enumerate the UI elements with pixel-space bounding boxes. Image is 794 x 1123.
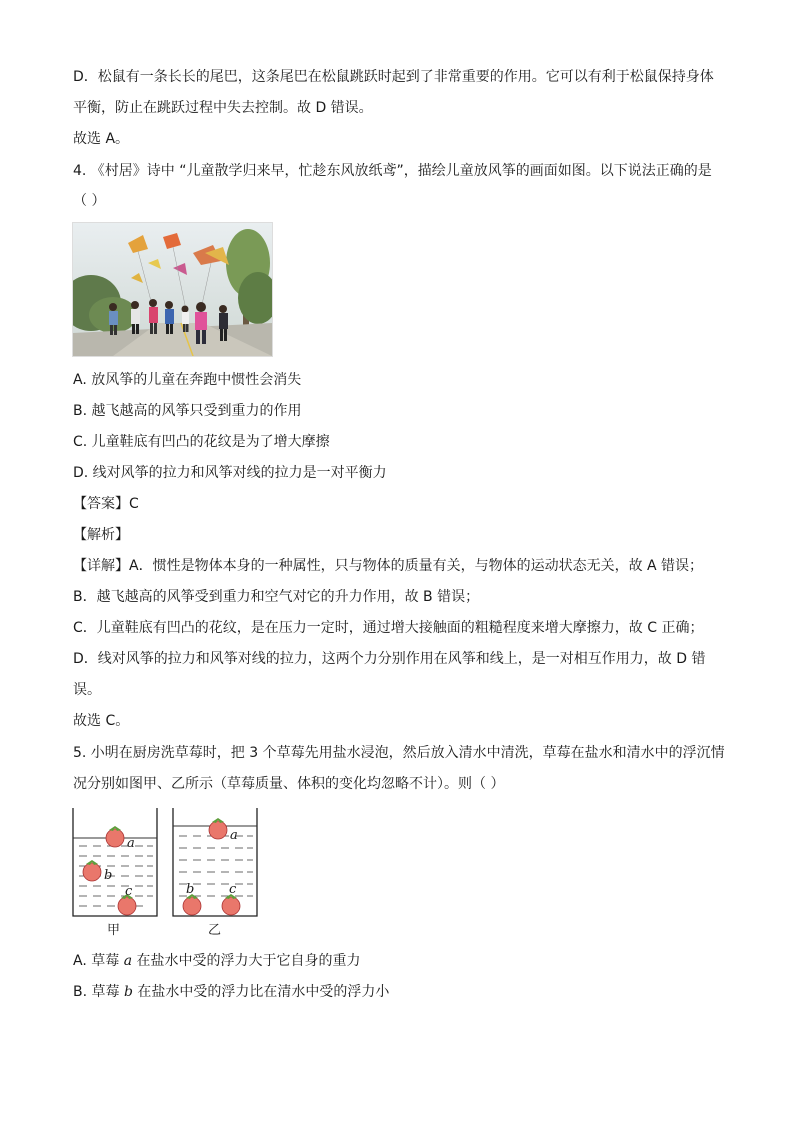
caption-yi: 乙 — [208, 923, 222, 938]
q5-option-a-prefix: A. 草莓 — [73, 953, 124, 969]
question-5-stem: 况分别如图甲、乙所示（草莓质量、体积的变化均忽略不计）。则（ ） — [73, 776, 505, 792]
strawberry-c-right — [222, 894, 240, 915]
q5-option-b-text: 在盐水中受的浮力比在清水中受的浮力小 — [132, 984, 390, 1000]
label-c-left: c — [125, 884, 133, 899]
detail-line: 【详解】A．惯性是物体本身的一种属性，只与物体的质量有关，与物体的运动状态无关，故 A 错误； — [73, 558, 704, 574]
detail-line: 误。 — [73, 682, 101, 698]
beaker-jia — [73, 808, 157, 916]
q5-option-b-prefix: B. 草莓 — [73, 984, 124, 1000]
strawberry-b-right — [183, 894, 201, 915]
option-a: A. 放风筝的儿童在奔跑中惯性会消失 — [73, 372, 302, 388]
question-5-stem: 5. 小明在厨房洗草莓时，把 3 个草莓先用盐水浸泡，然后放入清水中清洗，草莓在盐水和清水中的浮沉情 — [73, 745, 725, 761]
strawberry-a-left — [106, 826, 124, 847]
detail-line: B．越飞越高的风筝受到重力和空气对它的升力作用，故 B 错误； — [73, 589, 480, 605]
text-line: 平衡，防止在跳跃过程中失去控制。故 D 错误。 — [73, 100, 373, 116]
beaker-yi — [173, 808, 257, 916]
text-line: D．松鼠有一条长长的尾巴，这条尾巴在松鼠跳跃时起到了非常重要的作用。它可以有利于松鼠保持身体 — [73, 69, 714, 85]
detail-line: D．线对风筝的拉力和风筝对线的拉力，这两个力分别作用在风筝和线上，是一对相互作用力，故 D 错 — [73, 651, 706, 667]
q5-option-a-text: 在盐水中受的浮力大于它自身的重力 — [132, 953, 361, 969]
q5-option-a-var: a — [123, 953, 133, 969]
strawberry-b-left — [83, 860, 101, 881]
q5-option-b — [73, 982, 389, 1002]
question-4-stem: 4. 《村居》诗中 “儿童散学归来早，忙趁东风放纸鸢”，描绘儿童放风筝的画面如图。以下说法正确的是 — [73, 163, 712, 179]
label-b-left: b — [104, 868, 113, 883]
detail-line: C．儿童鞋底有凹凸的花纹，是在压力一定时，通过增大接触面的粗糙程度来增大摩擦力，故 C 正确； — [73, 620, 704, 636]
q5-option-a — [73, 951, 361, 971]
q5-option-b-var: b — [123, 984, 133, 1000]
kite-photo — [72, 222, 273, 357]
analysis-heading: 【解析】 — [73, 527, 129, 543]
text-line: 故选 A。 — [73, 131, 130, 147]
label-b-right: b — [186, 882, 195, 897]
detail-line: 故选 C。 — [73, 713, 130, 729]
caption-jia: 甲 — [107, 923, 121, 938]
question-4-blank: （ ） — [73, 193, 106, 209]
option-c: C. 儿童鞋底有凹凸的花纹是为了增大摩擦 — [73, 434, 330, 450]
strawberry-a-right — [209, 818, 227, 839]
option-d: D. 线对风筝的拉力和风筝对线的拉力是一对平衡力 — [73, 465, 387, 481]
label-a-right: a — [230, 828, 238, 843]
strawberry-beakers-figure — [71, 806, 261, 936]
option-b: B. 越飞越高的风筝只受到重力的作用 — [73, 403, 302, 419]
label-a-left: a — [127, 836, 135, 851]
answer-line: 【答案】C — [73, 496, 139, 512]
label-c-right: c — [229, 882, 237, 897]
